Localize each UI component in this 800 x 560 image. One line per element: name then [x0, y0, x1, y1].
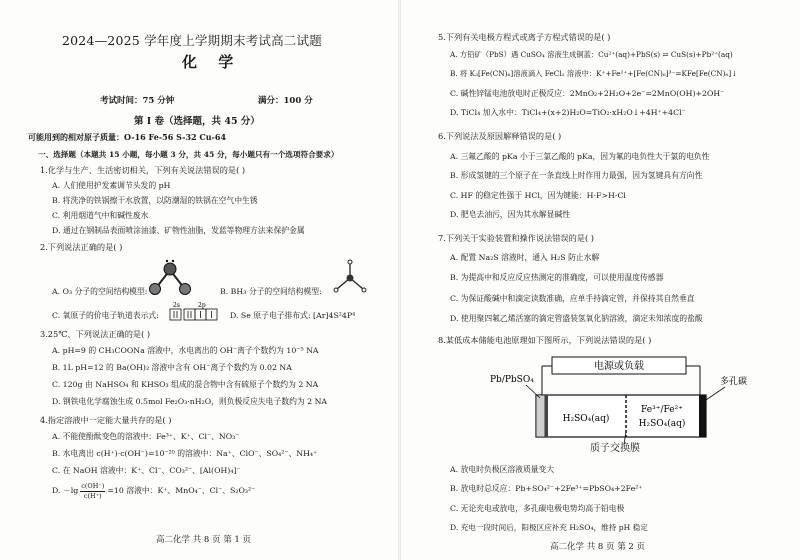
- q6-option-c: C. HF 的稳定性强于 HCl，因为键能：H-F>H-Cl: [450, 191, 626, 200]
- left-electrode-label: Pb/PbSO₄: [490, 375, 534, 385]
- exam-title: 2024—2025 学年度上学期期末考试高二试题: [62, 33, 322, 48]
- membrane-label: 质子交换膜: [590, 443, 640, 454]
- porous-carbon-electrode: [699, 395, 706, 437]
- q2-option-c: C. 氧原子的价电子轨道表示式:: [52, 311, 159, 320]
- cell-body: [536, 395, 706, 437]
- q7-option-d: D. 使用聚四氟乙烯活塞的滴定管盛装氢氧化钠溶液，滴定未知浓度的盐酸: [450, 314, 703, 323]
- q6-option-a: A. 三氟乙酸的 pKa 小于三氯乙酸的 pKa，因为氟的电负性大于氯的电负性: [450, 152, 710, 161]
- q2-option-a: A. O₃ 分子的空间结构模型:: [52, 287, 148, 296]
- q3-option-d: D. 钢铁电化学腐蚀生成 0.5mol Fe₂O₃·nH₂O，则负极反应失电子数约为 2 NA: [52, 397, 328, 406]
- q2-option-b: B. BH₃ 分子的空间结构模型:: [220, 287, 322, 296]
- lead-sulfate-layer: [545, 395, 548, 437]
- q2-option-d: D. Se 原子电子排布式: [Ar]4S²4P⁴: [230, 311, 356, 320]
- exam-time: 考试时间：75 分钟: [100, 96, 175, 106]
- orbital-2p-label: 2p: [198, 302, 206, 309]
- q4-option-b: B. 水电离出 c(H⁺)·c(OH⁻)=10⁻²⁰ 的溶液中：Na⁺、ClO⁻、SO₄²⁻、NH₄⁺: [52, 449, 318, 458]
- q4-option-d-prefix: D. －lg: [52, 486, 79, 495]
- q1-option-a: A. 人们使用护发素调节头发的 pH: [52, 181, 171, 190]
- q8-option-d: D. 充电一段时间后，阳极区应补充 H₂SO₄，维持 pH 稳定: [450, 523, 648, 532]
- battery-diagram: [490, 348, 790, 443]
- membrane-pointer: [620, 432, 630, 444]
- q4-fraction-denominator: c(H⁺): [83, 491, 102, 500]
- orbital-diagram-image: [168, 300, 218, 322]
- q1-option-d: D. 通过在钢制品表面喷涂油漆、矿物性油脂，发蓝等物理方法来保护金属: [52, 226, 305, 235]
- page-1-footer: 高二化学 共 8 页 第 1 页: [156, 535, 252, 545]
- q1-option-b: B. 将洗净的铁锅擦干水放置，以防潮湿的铁锅在空气中生锈: [52, 196, 258, 205]
- q5-stem: 5.下列有关电极方程式或离子方程式错误的是( ): [438, 32, 611, 42]
- atomic-masses: 可能用到的相对原子质量：O-16 Fe-56 S-32 Cu-64: [28, 132, 227, 142]
- q4-option-d-fraction: [80, 483, 105, 499]
- q4-option-d-suffix: =10 溶液中：K⁺、MnO₄⁻、Cl⁻、S₂O₃²⁻: [107, 486, 256, 495]
- subject-title: 化 学: [182, 53, 242, 71]
- q4-stem: 4.指定溶液中一定能大量共存的是( ): [40, 415, 172, 425]
- page-2-footer: 高二化学 共 8 页 第 2 页: [550, 542, 646, 552]
- page-2: [400, 0, 800, 560]
- q3-option-b: B. 1L pH=12 的 Ba(OH)₂ 溶液中含有 OH⁻离子个数约为 0.02 NA: [52, 363, 292, 372]
- q3-option-a: A. pH=9 的 CH₃COONa 溶液中，水电离出的 OH⁻离子个数约为 10⁻⁵ NA: [52, 346, 319, 355]
- right-couple-label: Fe³⁺/Fe²⁺: [641, 405, 683, 415]
- bh3-model-image: [330, 258, 370, 298]
- q5-option-c: C. 碱性锌锰电池放电时正极反应：2MnO₂+2H₂O+2e⁻=2MnO(OH)+2OH⁻: [450, 89, 725, 98]
- full-score: 满分：100 分: [258, 96, 313, 106]
- q4-fraction-numerator: c(OH⁻): [81, 482, 105, 490]
- q2-stem: 2.下列说法正确的是( ): [40, 242, 123, 252]
- o3-model-image: [148, 258, 192, 296]
- lead-electrode: [536, 395, 545, 437]
- q3-option-c: C. 120g 由 NaHSO₄ 和 KHSO₃ 组成的混合物中含有硫原子个数约为 2 NA: [52, 380, 319, 389]
- section-instructions: 一、选择题（本题共 15 小题，每小题 3 分，共 45 分，每小题只有一个选项符合要求）: [38, 150, 339, 159]
- q4-option-a: A. 不能使酚酞变色的溶液中：Fe³⁺、K⁺、Cl⁻、NO₃⁻: [52, 432, 240, 441]
- q6-option-b: B. 形成氢键的三个原子在一条直线上时作用力最强，因为氢键具有方向性: [450, 171, 703, 180]
- right-electrode-label: 多孔碳: [720, 377, 748, 387]
- q8-option-b: B. 放电时总反应：Pb+SO₄²⁻+2Fe³⁺=PbSO₄+2Fe²⁺: [450, 484, 643, 493]
- q7-option-c: C. 为保证酸碱中和滴定读数准确，应单手持滴定管，并保持其自然垂直: [450, 294, 695, 303]
- q3-stem: 3.25℃、下列说法正确的是( ): [40, 329, 151, 339]
- left-solution-label: H₂SO₄(aq): [562, 414, 610, 424]
- section-header: 第 Ⅰ 卷（选择题，共 45 分）: [134, 116, 260, 127]
- q7-option-a: A. 配置 Na₂S 溶液时，通入 H₂S 防止水解: [450, 253, 600, 262]
- q5-option-a: A. 方铅矿（PbS）遇 CuSO₄ 溶液生成铜蓝：Cu²⁺(aq)+PbS(s) ⇌ CuS(s)+Pb²⁺(aq): [450, 50, 733, 59]
- power-load-label: 电源或负载: [594, 361, 644, 372]
- q5-option-d: D. TiCl₄ 加入水中：TiCl₄+(x+2)H₂O=TiO₂·xH₂O↓+4H⁺+4Cl⁻: [450, 108, 686, 117]
- q7-stem: 7.下列关于实验装置和操作说法错误的是( ): [438, 233, 594, 243]
- q1-stem: 1.化学与生产、生活密切相关，下列有关说法错误的是( ): [40, 165, 246, 175]
- q8-option-c: C. 无论充电或放电，多孔碳电极电势均高于铅电极: [450, 504, 625, 513]
- q6-option-d: D. 肥皂去油污，因为其水解显碱性: [450, 210, 571, 219]
- q7-option-b: B. 为提高中和反应反应热测定的准确度，可以使用温度传感器: [450, 273, 664, 282]
- q8-stem: 8.某低成本储能电池原理如下图所示，下列说法错误的是( ): [438, 335, 652, 345]
- q1-option-c: C. 利用烟道气中和碱性废水: [52, 211, 149, 220]
- right-solution-label: H₂SO₄(aq): [638, 419, 686, 429]
- q4-option-d: [52, 483, 255, 499]
- orbital-2s-label: 2s: [173, 302, 180, 309]
- q6-stem: 6.下列说法及原因解释错误的是( ): [438, 131, 562, 141]
- q5-option-b: B. 将 K₃[Fe(CN)₆]溶液滴入 FeCl₂ 溶液中：K⁺+Fe²⁺+[Fe(CN)₆]³⁻=KFe[Fe(CN)₆]↓: [450, 69, 738, 78]
- q4-option-c: C. 在 NaOH 溶液中：K⁺、Cl⁻、CO₃²⁻、[Al(OH)₄]⁻: [52, 466, 241, 475]
- q8-option-a: A. 放电时负极区溶液质量变大: [450, 465, 555, 474]
